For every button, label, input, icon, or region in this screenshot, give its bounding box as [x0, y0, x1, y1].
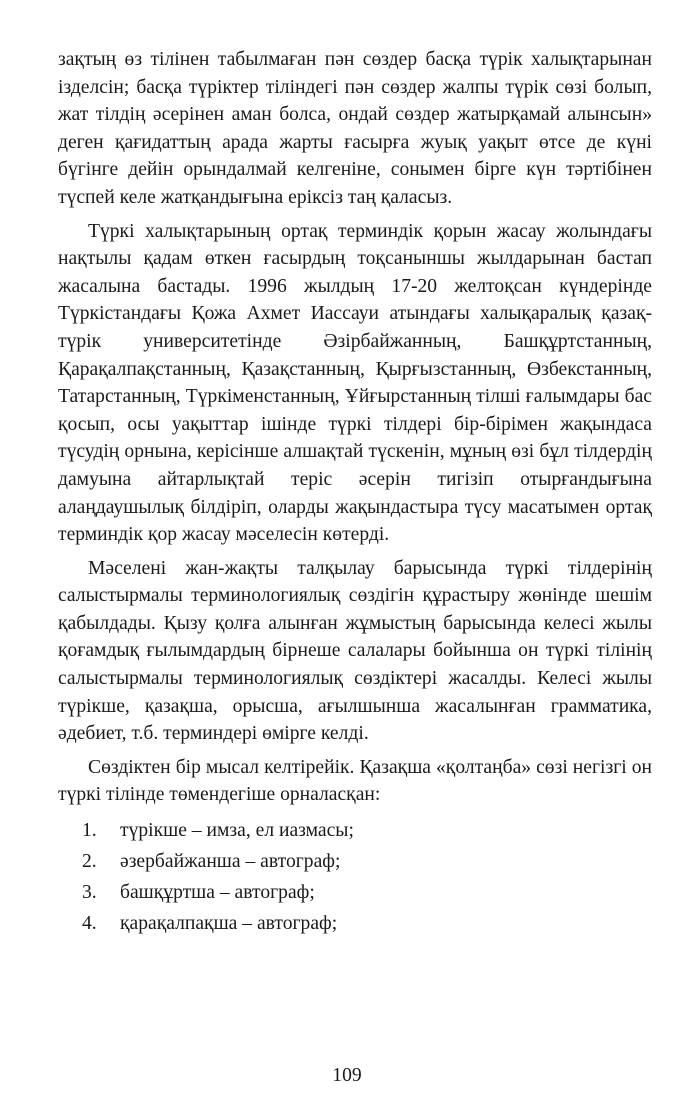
list-item-number: 3. — [82, 882, 97, 904]
list-item — [58, 877, 652, 908]
document-body — [58, 46, 652, 939]
list-item-text: қарақалпақша – автограф; — [120, 913, 338, 935]
list-item — [58, 815, 652, 846]
list-item-text: әзербайжанша – автограф; — [120, 851, 341, 873]
paragraph-example-intro: Сөздіктен бір мысал келтірейік. Қазақша «қолтаңба» сөзі негізгі он түркі тілінде төмендегіше орналасқан: — [58, 756, 652, 806]
translation-list — [58, 815, 652, 939]
list-item-text: башқұртша – автограф; — [120, 882, 315, 904]
list-item — [58, 908, 652, 939]
list-item-text: түрікше – имза, ел иазмасы; — [120, 820, 354, 842]
list-item-number: 4. — [82, 913, 97, 935]
list-item — [58, 846, 652, 877]
list-item-number: 1. — [82, 820, 97, 842]
list-item-number: 2. — [82, 851, 97, 873]
paragraph-continued: зақтың өз тілінен табылмаған пән сөздер басқа түрік халықтарынан ізделсін; басқа түріктер тіліндегі пән сөздер жалпы түрік сөзі болып, жат тілдің әсерінен аман болса, ондай сөздер жатырқамай алынсын» деген қағидаттың арада жарты ғасырға жуық уақыт өтсе де күні бүгінге дейін орындалмай келгеніне, сонымен бірге күн тәртібінен түспей келе жатқандығына ерiксiз таң қаласыз. — [58, 49, 652, 208]
paragraph-dictionary-decision: Мәселені жан-жақты талқылау барысында түркі тілдерінің салыстырмалы терминологиялық сөздігін құрастыру жөнінде шешім қабылдады. Қызу қолға алынған жұмыстың барысында келесі жылы қоғамдық ғылымдардың бірнеше салалары бойынша он түркі тілінің салыстырмалы терминологиялық сөздіктері жасалды. Келесі жылы түрікше, қазақша, орысша, ағылшынша жасалынған грамматика, әдебиет, т.б. терминдері өмірге келді. — [58, 557, 652, 745]
paragraph-common-terminology: Түркі халықтарының ортақ терминдік қорын жасау жолындағы нақтылы қадам өткен ғасырдың тоқсаныншы жылдарынан бастап жасалына бастады. 1996 жылдың 17-20 желтоқсан күндерінде Түркістандағы Қожа Ахмет Иассауи атындағы халықаралық қазақ-түрік университетінде Әзірбайжанның, Башқұртстанның, Қарақалпақстанның, Қазақстанның, Қырғызстанның, Өзбекстанның, Татарстанның, Түркіменстанның, Ұйғырстанның тілші ғалымдары бас қосып, осы уақыттар ішінде түркі тілдері бір-бірімен жақындаса түсудің орнына, керісінше алшақтай түскенін, мұның өзі бұл тілдердің дамуына айтарлықтай теріс әсерін тигізіп отырғандығына алаңдаушылық білдіріп, оларды жақындастыра түсу масатымен ортақ терминдік қор жасау мәселесін көтерді. — [58, 220, 652, 546]
page-number: 109 — [332, 1065, 362, 1086]
